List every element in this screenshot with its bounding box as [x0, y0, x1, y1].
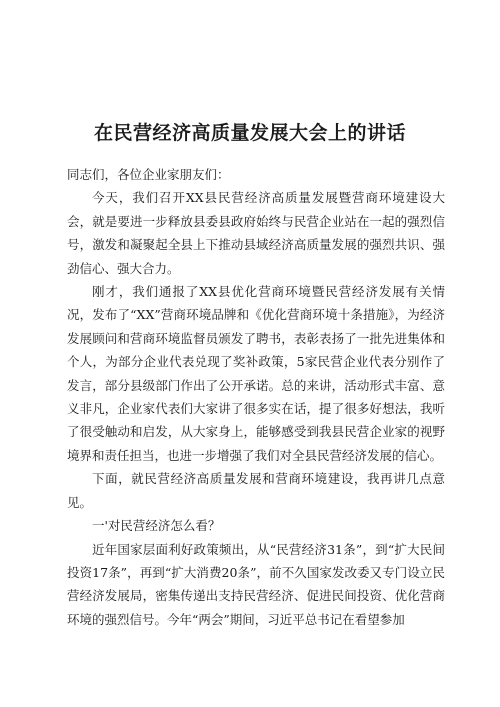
paragraph-summary: 刚才，我们通报了XX县优化营商环境暨民营经济发展有关情况，发布了“XX”营商环境品牌和《优化营商环境十条措施》，为经济发展顾问和营商环境监督员颁发了聘书，表彰表扬了一批先进集体和个人，为部分企业代表兑现了奖补政策，5家民营企业代表分别作了发言，部分县级部门作出了公开承诺。总的来讲，活动形式丰富、意义非凡，企业家代表们大家讲了很多实在话，提了很多好想法，我听了很受触动和启发，从大家身上，能够感受到我县民营企业家的视野境界和责任担当，也进一步增强了我们对全县民营经济发展的信心。 — [67, 284, 445, 463]
document-title: 在民营经济高质量发展大会上的讲话 — [93, 122, 406, 144]
section-heading: 一'对民营经济怎么看？ — [92, 518, 221, 534]
paragraph-policy: 近年国家层面利好政策频出，从“民营经济31条”，到“扩大民间投资17条”，再到“扩大消费20条”，前不久国家发改委又专门设立民营经济发展局，密集传递出支持民营经济、促进民间投资、优化营商环境的强烈信号。今年“两会”期间，习近平总书记在看望参加 — [67, 541, 445, 627]
paragraph-transition: 下面，就民营经济高质量发展和营商环境建设，我再讲几点意见。 — [67, 471, 445, 510]
document-body — [67, 163, 445, 631]
paragraph-opening: 今天，我们召开XX县民营经济高质量发展暨营商环境建设大会，就是要进一步释放县委县政府始终与民营企业站在一起的强烈信号，激发和凝聚起全县上下推动县域经济高质量发展的强烈共识、强劲信心、强大合力。 — [67, 190, 445, 276]
greeting: 同志们，各位企业家朋友们： — [67, 167, 230, 182]
